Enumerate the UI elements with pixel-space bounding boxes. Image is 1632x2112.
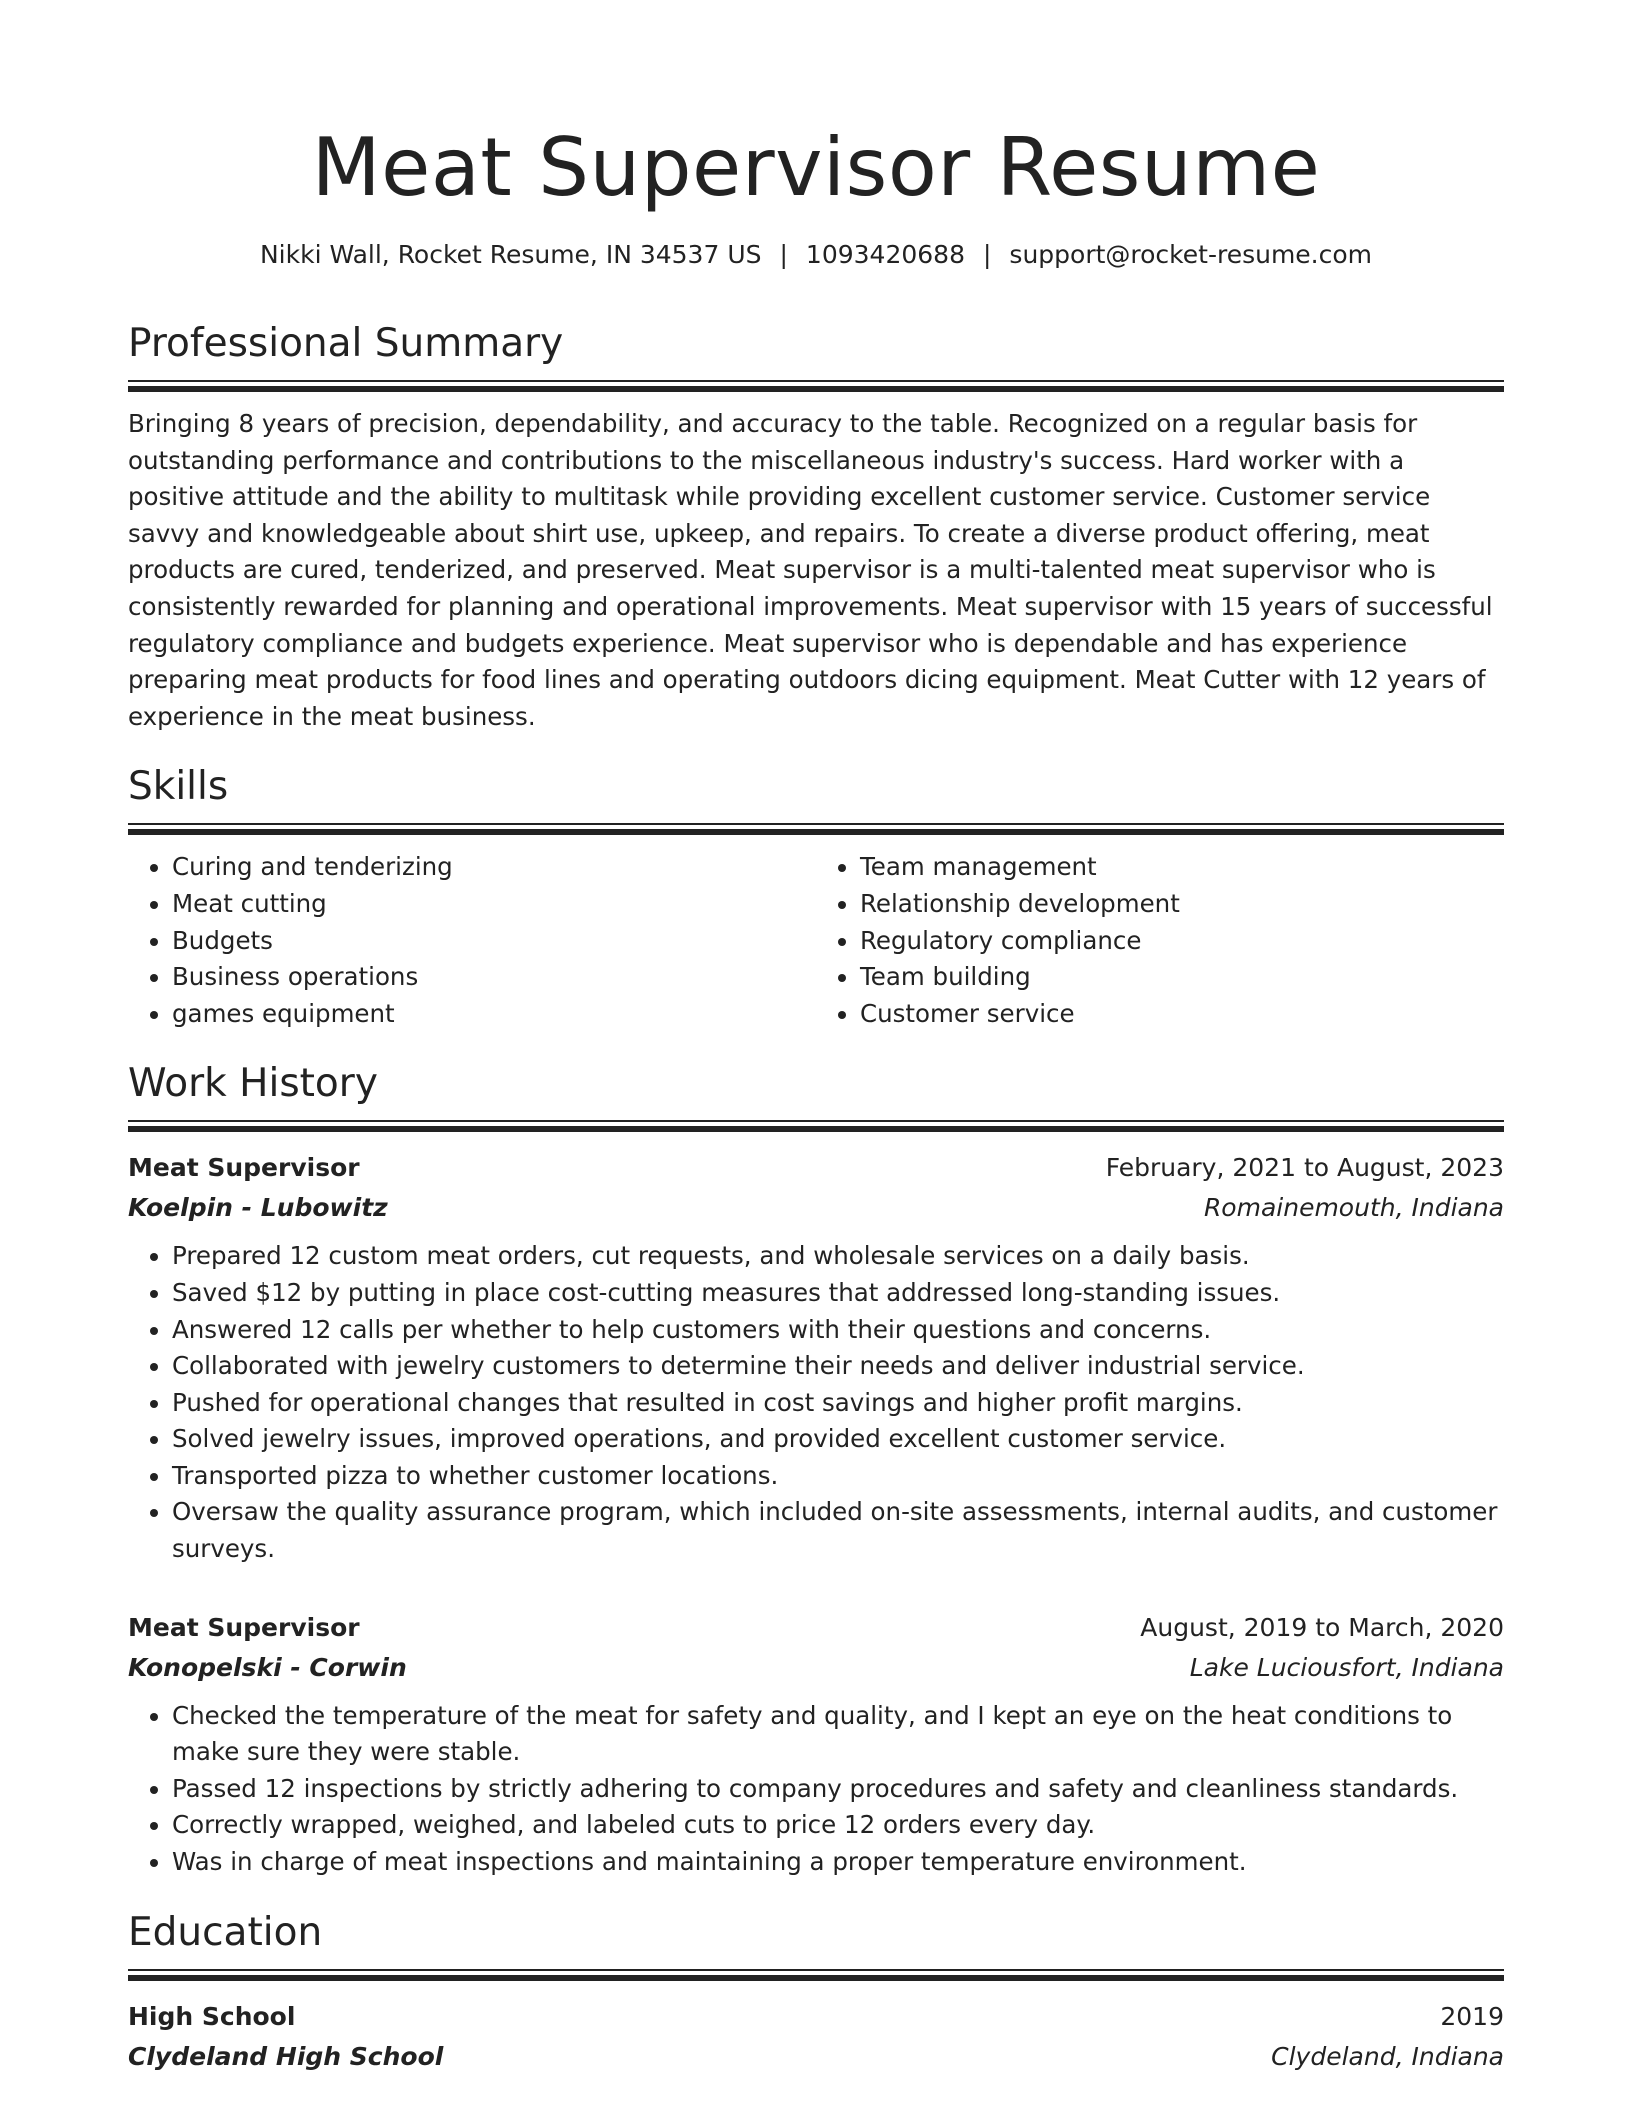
work-history-section	[128, 1060, 1504, 1880]
job-bullet: • Saved $12 by putting in place cost-cutting measures that addressed long-standing issues.	[172, 1275, 1504, 1312]
job-dates: August, 2019 to March, 2020	[1140, 1612, 1504, 1642]
resume-title: Meat Supervisor Resume	[311, 121, 1321, 214]
skills-list-right	[816, 849, 1504, 1032]
education-subheader	[128, 2037, 1504, 2077]
contact-address: Nikki Wall, Rocket Resume, IN 34537 US	[259, 240, 762, 269]
job-bullet: • Collaborated with jewelry customers to determine their needs and deliver industrial service.	[172, 1348, 1504, 1385]
section-divider	[128, 1120, 1504, 1132]
skill-item: • Relationship development	[860, 886, 1504, 923]
job-entry	[128, 1608, 1504, 1881]
job-bullet: • Transported pizza to whether customer locations.	[172, 1458, 1504, 1495]
job-title: Meat Supervisor	[128, 1612, 360, 1642]
job-subheader	[128, 1188, 1504, 1228]
section-divider	[128, 823, 1504, 835]
skill-item: • Budgets	[172, 923, 816, 960]
education-school: Clydeland High School	[128, 2041, 444, 2071]
contact-separator: |	[779, 240, 788, 269]
summary-heading: Professional Summary	[128, 321, 564, 366]
job-bullets	[128, 1238, 1504, 1567]
skill-item: • Business operations	[172, 959, 816, 996]
education-section	[128, 1909, 1504, 2077]
education-degree: High School	[128, 2001, 296, 2031]
job-bullet: • Answered 12 calls per whether to help customers with their questions and concerns.	[172, 1312, 1504, 1349]
job-dates: February, 2021 to August, 2023	[1105, 1153, 1504, 1183]
skill-item: • Curing and tenderizing	[172, 849, 816, 886]
contact-phone: 1093420688	[805, 240, 965, 269]
job-bullet: • Correctly wrapped, weighed, and labeled cuts to price 12 orders every day.	[172, 1807, 1504, 1844]
skill-item: • Customer service	[860, 996, 1504, 1033]
section-divider	[128, 380, 1504, 392]
job-location: Romainemouth, Indiana	[1203, 1193, 1504, 1223]
skills-heading: Skills	[128, 764, 229, 810]
job-bullet: • Pushed for operational changes that resulted in cost savings and higher profit margins.	[172, 1385, 1504, 1422]
job-header	[128, 1148, 1504, 1188]
skill-item: • Meat cutting	[172, 886, 816, 923]
skill-item: • Team building	[860, 959, 1504, 996]
skills-list-left	[128, 849, 816, 1032]
education-header	[128, 1997, 1504, 2037]
contact-separator: |	[982, 240, 992, 269]
contact-email: support@rocket-resume.com	[1009, 240, 1373, 269]
job-bullet: • Oversaw the quality assurance program, which included on-site assessments, internal audits, and customer surveys.	[172, 1494, 1504, 1567]
skills-columns	[128, 849, 1504, 1032]
job-header	[128, 1608, 1504, 1648]
job-company: Koelpin - Lubowitz	[128, 1193, 388, 1223]
job-entry	[128, 1148, 1504, 1567]
job-bullets	[128, 1698, 1504, 1881]
education-entry	[128, 1997, 1504, 2077]
education-heading: Education	[128, 1909, 323, 1955]
skills-section	[128, 763, 1504, 1032]
work-history-heading: Work History	[128, 1061, 378, 1107]
job-bullet: • Checked the temperature of the meat for safety and quality, and I kept an eye on the heat conditions to make sure they were stable.	[172, 1698, 1504, 1771]
summary-text: Bringing 8 years of precision, dependability, and accuracy to the table. Recognized on a regular basis for outstanding performance and contributions to the miscellaneous industry's success. Hard worker with a positive attitude and the ability to multitask while providing excellent customer service. Customer service savvy and knowledgeable about shirt use, upkeep, and repairs. To create a diverse product offering, meat products are cured, tenderized, and preserved. Meat supervisor is a multi-talented meat supervisor who is consistently rewarded for planning and operational improvements. Meat supervisor with 15 years of successful regulatory compliance and budgets experience. Meat supervisor who is dependable and has experience preparing meat products for food lines and operating outdoors dicing equipment. Meat Cutter with 12 years of experience in the meat business.	[128, 409, 1493, 731]
job-bullet: • Passed 12 inspections by strictly adhering to company procedures and safety and cleanliness standards.	[172, 1771, 1504, 1808]
job-company: Konopelski - Corwin	[128, 1652, 407, 1682]
job-title: Meat Supervisor	[128, 1153, 360, 1183]
skill-item: • Team management	[860, 849, 1504, 886]
summary-section	[128, 320, 1504, 735]
job-bullet: • Solved jewelry issues, improved operations, and provided excellent customer service.	[172, 1421, 1504, 1458]
contact-line	[128, 238, 1504, 272]
job-location: Lake Luciousfort, Indiana	[1189, 1652, 1504, 1682]
job-bullet: • Was in charge of meat inspections and maintaining a proper temperature environment.	[172, 1844, 1504, 1881]
education-location: Clydeland, Indiana	[1271, 2041, 1504, 2071]
job-bullet: • Prepared 12 custom meat orders, cut requests, and wholesale services on a daily basis.	[172, 1238, 1504, 1275]
skill-item: • games equipment	[172, 996, 816, 1033]
job-subheader	[128, 1648, 1504, 1688]
education-year: 2019	[1440, 2001, 1504, 2031]
section-divider	[128, 1969, 1504, 1981]
skill-item: • Regulatory compliance	[860, 923, 1504, 960]
